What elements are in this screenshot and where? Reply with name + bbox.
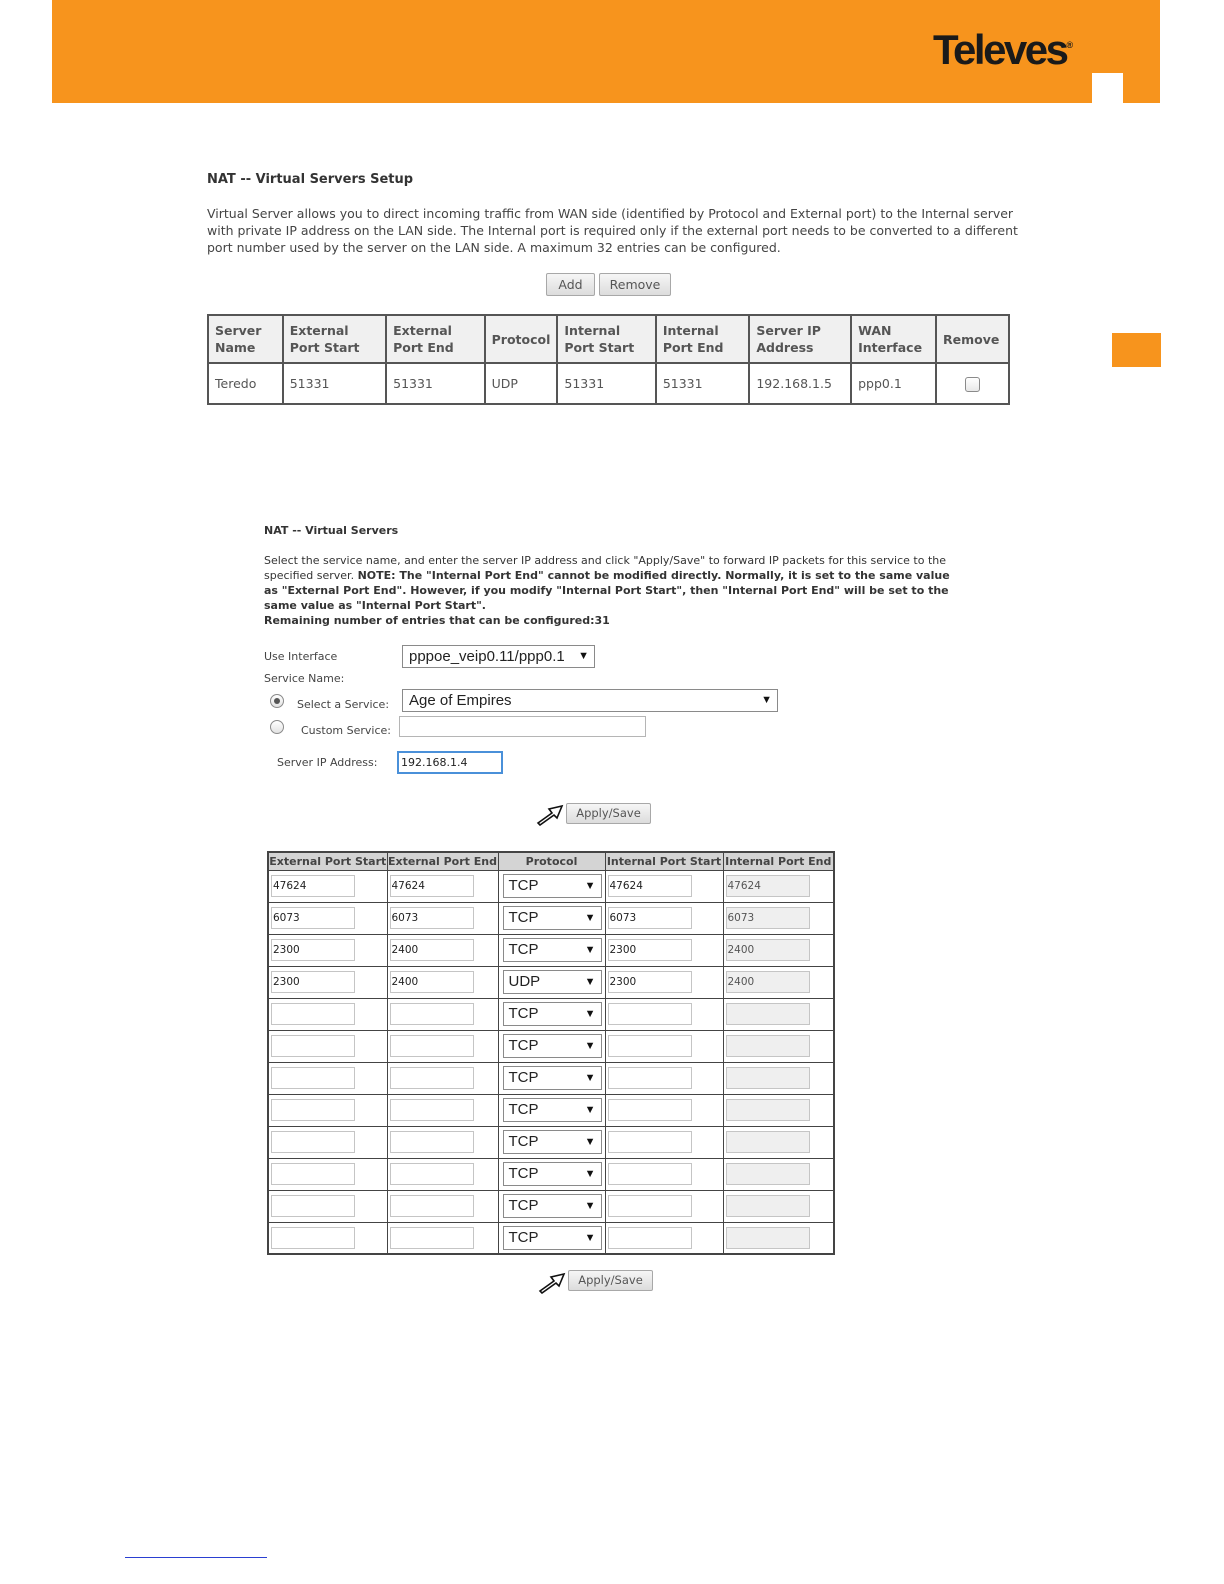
cell-external-port-start: 51331 [283,363,386,404]
table-row [268,966,834,998]
internal-port-start-input[interactable] [608,1099,692,1121]
cell-external-port-start [268,1222,387,1254]
port-mapping-table [267,851,835,1255]
cell-internal-port-start [605,966,723,998]
custom-service-label: Custom Service: [301,724,391,737]
external-port-start-input[interactable] [271,1035,355,1057]
servers-description [264,553,964,628]
header-protocol: Protocol [498,852,605,870]
internal-port-start-input[interactable] [608,875,692,897]
internal-port-start-input[interactable] [608,1035,692,1057]
table-row [268,902,834,934]
cell-internal-port-end [723,1062,834,1094]
cell-external-port-end [387,1190,498,1222]
internal-port-start-input[interactable] [608,971,692,993]
dropdown-arrow-icon: ▼ [584,976,596,988]
cell-internal-port-end [723,966,834,998]
external-port-start-input[interactable] [271,1195,355,1217]
protocol-value: TCP [508,941,539,958]
header-internal-port-start: Internal Port Start [605,852,723,870]
external-port-start-input[interactable] [271,1067,355,1089]
protocol-value: TCP [508,1133,539,1150]
cell-external-port-start [268,1094,387,1126]
cell-external-port-start [268,902,387,934]
protocol-value: TCP [508,1069,539,1086]
external-port-end-input[interactable] [390,1099,474,1121]
cell-external-port-end [387,934,498,966]
external-port-start-input[interactable] [271,1227,355,1249]
dropdown-arrow-icon: ▼ [584,1072,596,1084]
dropdown-arrow-icon: ▼ [584,1040,596,1052]
select-service-value: Age of Empires [409,692,512,709]
protocol-select[interactable] [503,1226,602,1250]
select-service-dropdown[interactable] [402,689,778,712]
servers-title: NAT -- Virtual Servers [264,524,399,537]
cell-internal-port-start [605,934,723,966]
cell-external-port-start [268,1062,387,1094]
external-port-end-input[interactable] [390,1035,474,1057]
cell-external-port-end: 51331 [386,363,485,404]
cell-internal-port-start: 51331 [557,363,655,404]
protocol-select[interactable] [503,1130,602,1154]
cell-internal-port-end: 51331 [656,363,750,404]
protocol-select[interactable] [503,874,602,898]
dropdown-arrow-icon: ▼ [584,1104,596,1116]
protocol-value: TCP [508,909,539,926]
external-port-start-input[interactable] [271,875,355,897]
protocol-select[interactable] [503,938,602,962]
table-row [268,1030,834,1062]
external-port-start-input[interactable] [271,1163,355,1185]
apply-save-button-top[interactable]: Apply/Save [566,803,651,824]
cell-internal-port-start [605,1190,723,1222]
cell-protocol [498,998,605,1030]
cell-external-port-start [268,1030,387,1062]
cell-internal-port-start [605,1030,723,1062]
cell-external-port-end [387,902,498,934]
cell-external-port-end [387,1222,498,1254]
cell-internal-port-end [723,998,834,1030]
dropdown-arrow-icon: ▼ [584,1136,596,1148]
apply-save-button-bottom[interactable]: Apply/Save [568,1270,653,1291]
internal-port-end-input [726,1099,810,1121]
internal-port-start-input[interactable] [608,907,692,929]
internal-port-start-input[interactable] [608,1195,692,1217]
cell-internal-port-start [605,1094,723,1126]
internal-port-start-input[interactable] [608,1131,692,1153]
cell-external-port-end [387,1062,498,1094]
protocol-value: TCP [508,877,539,894]
internal-port-end-input [726,1163,810,1185]
select-service-radio[interactable] [270,694,284,708]
server-ip-label: Server IP Address: [277,756,378,769]
cell-internal-port-end [723,1030,834,1062]
table-header-row [208,315,1009,363]
cell-internal-port-start [605,1126,723,1158]
cell-internal-port-start [605,902,723,934]
port-table-header-row [268,852,834,870]
header-notch [1092,73,1123,103]
cell-external-port-start [268,998,387,1030]
cell-protocol [498,934,605,966]
protocol-value: TCP [508,1197,539,1214]
cell-external-port-end [387,998,498,1030]
cell-internal-port-end [723,1190,834,1222]
setup-description: Virtual Server allows you to direct incoming traffic from WAN side (identified by Protocol and External port) to the Internal server with private IP address on the LAN side. The Internal port is required only if the external port needs to be converted to a different port number used by the server on the LAN side. A maximum 32 entries can be configured. [207,206,1018,255]
dropdown-arrow-icon: ▼ [761,694,772,706]
external-port-start-input[interactable] [271,1099,355,1121]
cell-protocol [498,1190,605,1222]
use-interface-label: Use Interface [264,650,338,663]
virtual-servers-table [207,314,1010,405]
header-internal-port-end: Internal Port End [723,852,834,870]
protocol-select[interactable] [503,1194,602,1218]
external-port-start-input[interactable] [271,1003,355,1025]
external-port-end-input[interactable] [390,875,474,897]
header-wan-interface: WAN Interface [851,315,936,363]
protocol-value: TCP [508,1037,539,1054]
protocol-value: TCP [508,1165,539,1182]
cell-external-port-end [387,1030,498,1062]
servers-desc-note: NOTE: The "Internal Port End" cannot be modified directly. Normally, it is set to the same value as "External Port End". However, if you modify "Internal Port Start", then "Internal Port End" will be set to the same value as "Internal Port Start". [264,569,950,612]
dropdown-arrow-icon: ▼ [584,1231,596,1244]
protocol-select[interactable] [503,1098,602,1122]
cell-internal-port-end [723,934,834,966]
internal-port-end-input [726,1035,810,1057]
servers-desc-intro: Select the service name, and enter the server IP address and click "Apply/Save" to forward IP packets for this service to the specified server. [264,554,947,582]
header-external-port-start: External Port Start [268,852,387,870]
televes-logo: Televes® [933,26,1074,73]
header-remove: Remove [936,315,1009,363]
header-external-port-end: External Port End [387,852,498,870]
cell-protocol [498,1158,605,1190]
table-row [268,1222,834,1254]
cell-remove [936,363,1009,404]
servers-desc-remaining: Remaining number of entries that can be configured:31 [264,614,610,627]
internal-port-end-input [726,971,810,993]
protocol-select[interactable] [503,1034,602,1058]
use-interface-select[interactable] [402,645,595,668]
internal-port-end-input [726,1003,810,1025]
footer-link-underline [125,1557,267,1558]
protocol-value: TCP [508,1101,539,1118]
custom-service-radio[interactable] [270,720,284,734]
dropdown-arrow-icon: ▼ [584,1008,596,1020]
dropdown-arrow-icon: ▼ [584,912,596,924]
cell-internal-port-end [723,1126,834,1158]
side-tab-marker [1112,333,1161,367]
table-row [268,998,834,1030]
protocol-value: UDP [508,973,541,990]
external-port-end-input[interactable] [390,1131,474,1153]
external-port-start-input[interactable] [271,971,355,993]
internal-port-end-input [726,907,810,929]
external-port-start-input[interactable] [271,907,355,929]
external-port-end-input[interactable] [390,1227,474,1249]
external-port-end-input[interactable] [390,971,474,993]
table-row [268,870,834,902]
dropdown-arrow-icon: ▼ [584,880,596,892]
dropdown-arrow-icon: ▼ [584,944,596,956]
cell-external-port-end [387,1158,498,1190]
cell-protocol [498,870,605,902]
internal-port-end-input [726,875,810,897]
external-port-end-input[interactable] [390,907,474,929]
custom-service-input[interactable] [399,716,646,737]
cell-internal-port-start [605,1062,723,1094]
external-port-start-input[interactable] [271,939,355,961]
external-port-start-input[interactable] [271,1131,355,1153]
header-internal-port-end: Internal Port End [656,315,750,363]
external-port-end-input[interactable] [390,939,474,961]
cell-external-port-start [268,1190,387,1222]
dropdown-arrow-icon: ▼ [584,1168,596,1180]
internal-port-end-input [726,1131,810,1153]
use-interface-value: pppoe_veip0.11/ppp0.1 [409,648,565,665]
internal-port-start-input[interactable] [608,1163,692,1185]
internal-port-start-input[interactable] [608,1003,692,1025]
cell-server-name: Teredo [208,363,283,404]
server-ip-input[interactable] [397,751,503,774]
protocol-select[interactable] [503,970,602,994]
header-external-port-start: External Port Start [283,315,386,363]
cell-internal-port-start [605,870,723,902]
header-protocol: Protocol [485,315,558,363]
table-row [268,1094,834,1126]
cell-internal-port-end [723,870,834,902]
table-row [208,363,1009,404]
dropdown-arrow-icon: ▼ [578,650,589,662]
internal-port-start-input[interactable] [608,939,692,961]
protocol-select[interactable] [503,906,602,930]
cell-internal-port-end [723,1158,834,1190]
dropdown-arrow-icon: ▼ [584,1200,596,1212]
protocol-select[interactable] [503,1002,602,1026]
cell-external-port-start [268,934,387,966]
header-internal-port-start: Internal Port Start [557,315,655,363]
hollow-arrow-icon [537,1272,567,1294]
cell-protocol: UDP [485,363,558,404]
add-button[interactable]: Add [546,273,595,296]
cell-internal-port-start [605,1158,723,1190]
cell-internal-port-end [723,1094,834,1126]
cell-external-port-end [387,966,498,998]
protocol-select[interactable] [503,1162,602,1186]
cell-external-port-start [268,1158,387,1190]
internal-port-end-input [726,1195,810,1217]
protocol-value: TCP [508,1228,539,1246]
cell-protocol [498,1030,605,1062]
remove-checkbox[interactable] [965,377,980,392]
cell-external-port-end [387,1126,498,1158]
header-server-name: Server Name [208,315,283,363]
table-row [268,1158,834,1190]
header-server-ip-address: Server IP Address [749,315,851,363]
select-service-label: Select a Service: [297,698,390,711]
cell-external-port-start [268,870,387,902]
setup-title: NAT -- Virtual Servers Setup [207,172,414,187]
table-row [268,1126,834,1158]
protocol-value: TCP [508,1005,539,1022]
table-row [268,1062,834,1094]
external-port-end-input[interactable] [390,1003,474,1025]
header-external-port-end: External Port End [386,315,485,363]
internal-port-start-input[interactable] [608,1067,692,1089]
remove-button[interactable]: Remove [599,273,671,296]
cell-protocol [498,1126,605,1158]
internal-port-end-input [726,1227,810,1249]
cell-external-port-start [268,966,387,998]
hollow-arrow-icon [535,804,565,826]
cell-external-port-start [268,1126,387,1158]
cell-wan-interface: ppp0.1 [851,363,936,404]
internal-port-end-input [726,939,810,961]
cell-server-ip: 192.168.1.5 [749,363,851,404]
cell-external-port-end [387,870,498,902]
cell-protocol [498,1094,605,1126]
cell-protocol [498,902,605,934]
service-name-label: Service Name: [264,672,345,685]
cell-internal-port-start [605,1222,723,1254]
internal-port-start-input[interactable] [608,1227,692,1249]
external-port-end-input[interactable] [390,1195,474,1217]
external-port-end-input[interactable] [390,1067,474,1089]
table-row [268,1190,834,1222]
cell-protocol [498,1062,605,1094]
cell-internal-port-end [723,1222,834,1254]
cell-protocol [498,1222,605,1254]
cell-external-port-end [387,1094,498,1126]
cell-protocol [498,966,605,998]
internal-port-end-input [726,1067,810,1089]
external-port-end-input[interactable] [390,1163,474,1185]
protocol-select[interactable] [503,1066,602,1090]
cell-internal-port-end [723,902,834,934]
cell-internal-port-start [605,998,723,1030]
table-row [268,934,834,966]
